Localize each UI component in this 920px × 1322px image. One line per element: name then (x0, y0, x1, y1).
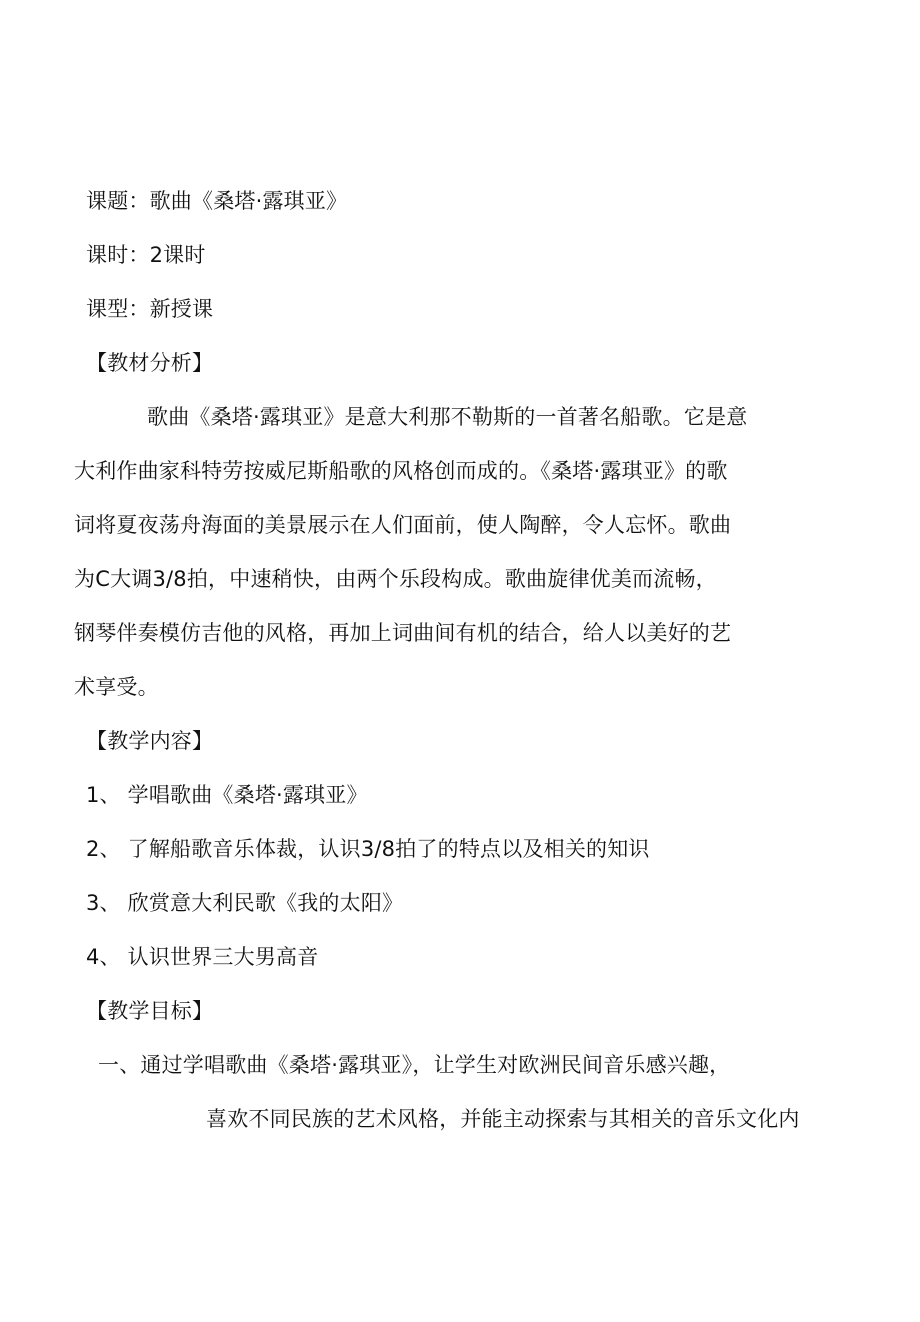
section-heading-analysis: 【教材分析】 (86, 351, 214, 375)
content-item: 2、 了解船歌音乐体裁，认识3/8拍了的特点以及相关的知识 (86, 837, 650, 861)
analysis-line: 钢琴伴奏模仿吉他的风格，再加上词曲间有机的结合，给人以美好的艺 (74, 621, 732, 645)
analysis-line: 歌曲《桑塔·露琪亚》是意大利那不勒斯的一首著名船歌。它是意 (147, 405, 748, 429)
content-item: 4、 认识世界三大男高音 (86, 945, 319, 969)
analysis-line: 术享受。 (74, 675, 159, 699)
section-heading-content: 【教学内容】 (86, 729, 214, 753)
content-item: 3、 欣赏意大利民歌《我的太阳》 (86, 891, 404, 915)
content-item: 1、 学唱歌曲《桑塔·露琪亚》 (86, 783, 368, 807)
analysis-line: 词将夏夜荡舟海面的美景展示在人们面前，使人陶醉，令人忘怀。歌曲 (74, 513, 732, 537)
section-heading-goals: 【教学目标】 (86, 999, 214, 1023)
goal-line: 喜欢不同民族的艺术风格，并能主动探索与其相关的音乐文化内 (206, 1107, 800, 1131)
lesson-hours: 课时：2课时 (86, 243, 206, 267)
lesson-type: 课型：新授课 (86, 297, 214, 321)
lesson-topic: 课题：歌曲《桑塔·露琪亚》 (86, 189, 348, 213)
analysis-line: 为C大调3/8拍，中速稍快，由两个乐段构成。歌曲旋律优美而流畅， (74, 567, 717, 591)
analysis-line: 大利作曲家科特劳按威尼斯船歌的风格创而成的。《桑塔·露琪亚》的歌 (74, 459, 728, 483)
goal-line: 一、通过学唱歌曲《桑塔·露琪亚》，让学生对欧洲民间音乐感兴趣， (98, 1053, 731, 1077)
